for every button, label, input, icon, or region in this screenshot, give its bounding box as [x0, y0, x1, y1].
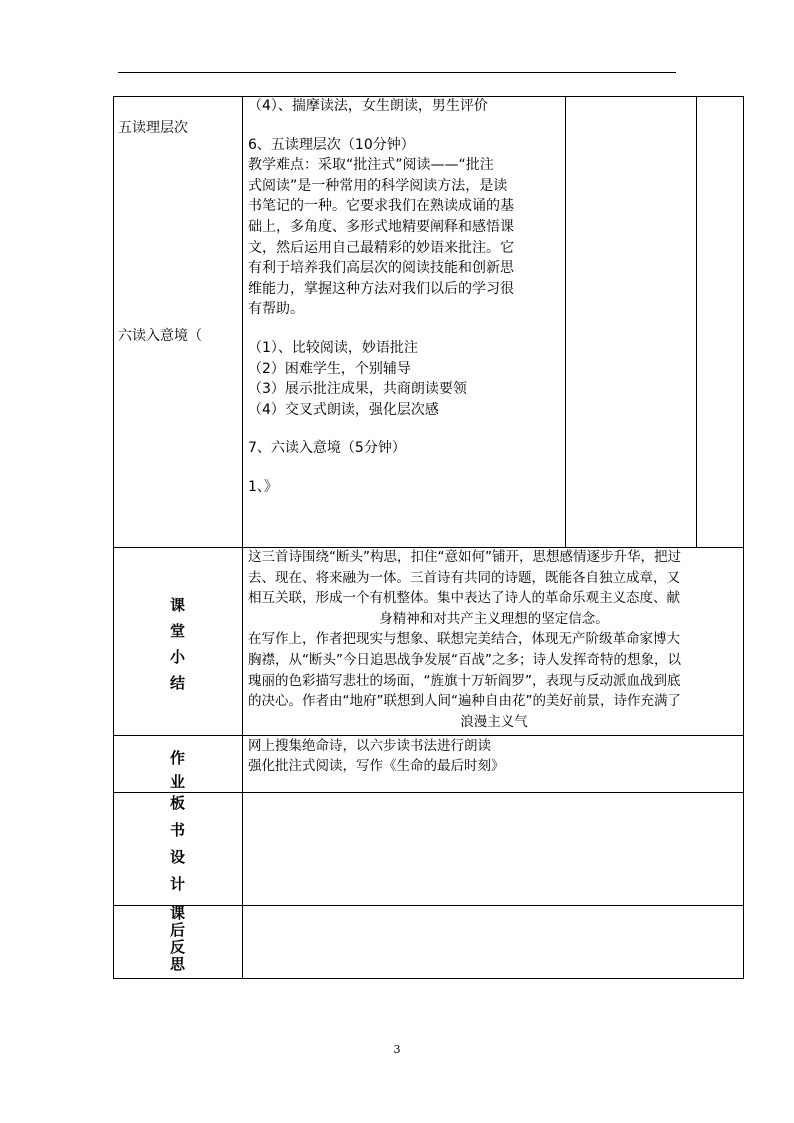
reflection-label-char: 后: [169, 921, 185, 939]
reflection-label: [113, 905, 242, 973]
content-line: [248, 320, 564, 338]
homework-line: 强化批注式阅读，写作《生命的最后时刻》: [248, 758, 505, 774]
summary-line: 瑰丽的色彩描写悲壮的场面，“旌旗十万斩阎罗”，表现与反动派血战到底: [248, 672, 681, 689]
col-divider-4: [696, 96, 697, 547]
summary-line: 相互关联，形成一个有机整体。集中表达了诗人的革命乐观主义态度、献: [248, 590, 680, 607]
content-line: [248, 459, 564, 477]
col-divider-3: [565, 96, 566, 547]
row1-content: [248, 96, 564, 498]
content-line: [248, 420, 564, 438]
label-step-6: 六读入意境（: [118, 328, 202, 344]
content-line: 式阅读”是一种常用的科学阅读方法，是读: [248, 177, 508, 194]
content-line: 有帮助。: [248, 301, 304, 318]
summary-line: 身精神和对共产主义理想的坚定信念。: [379, 610, 609, 627]
reflection-label-char: 反: [169, 938, 185, 956]
content-line: 书笔记的一种。它要求我们在熟读成诵的基: [248, 198, 514, 215]
content-line: 1、》: [248, 478, 278, 495]
summary-line: 的决心。作者由“地府”联想到人间“遍种自由花”的美好前景，诗作充满了: [248, 693, 681, 710]
reflection-label-char: 课: [169, 904, 185, 922]
content-line: 6、五读理层次（10分钟）: [248, 136, 415, 153]
reflection-label-char: 思: [169, 955, 185, 973]
homework-line: 网上搜集绝命诗，以六步读书法进行朗读: [248, 738, 491, 754]
table-border-right: [743, 96, 744, 978]
content-line: 7、六读入意境（5分钟）: [248, 440, 406, 457]
board-label: [113, 790, 242, 898]
board-label-char: 设: [169, 848, 185, 866]
summary-line: 这三首诗围绕“断头”构思，扣住“意如何”铺开，思想感情逐步升华，把过: [248, 549, 681, 565]
board-label-char: 板: [169, 794, 185, 812]
summary-label-char: 小: [169, 648, 185, 666]
summary-label-char: 课: [169, 596, 185, 614]
header-rule: [118, 72, 676, 73]
board-label-char: 计: [169, 875, 185, 893]
content-line: 教学难点：采取“批注式”阅读——“批注: [248, 157, 494, 174]
table-border-bottom: [113, 978, 744, 979]
label-step-5: 五读理层次: [118, 120, 188, 136]
content-line: 有利于培养我们高层次的阅读技能和创新思: [248, 260, 514, 277]
summary-content: [248, 547, 740, 732]
content-line: [248, 117, 564, 135]
content-line: （1）、比较阅读，妙语批注: [248, 339, 418, 356]
board-label-char: 书: [169, 821, 185, 839]
homework-label: [113, 746, 242, 794]
summary-label-char: 结: [169, 674, 185, 692]
content-line: 文，然后运用自己最精彩的妙语来批注。它: [248, 239, 514, 256]
content-line: 维能力，掌握这种方法对我们以后的学习很: [248, 280, 514, 297]
col-divider-label: [242, 96, 243, 978]
summary-line: 去、现在、将来融为一体。三首诗有共同的诗题，既能各自独立成章，又: [248, 569, 680, 586]
summary-label: [113, 592, 242, 696]
content-line: （4）交叉式朗读，强化层次感: [248, 401, 439, 418]
content-line: 础上，多角度、多形式地精要阐释和感悟课: [248, 218, 514, 235]
content-line: （2）困难学生，个别辅导: [248, 360, 411, 377]
homework-content: [248, 736, 740, 776]
summary-line: 在写作上，作者把现实与想象、联想完美结合，体现无产阶级革命家博大: [248, 631, 680, 648]
summary-line: 浪漫主义气: [460, 713, 528, 730]
content-line: （3）展示批注成果，共商朗读要领: [248, 381, 467, 398]
homework-label-char: 作: [169, 749, 185, 767]
page-number: 3: [393, 1043, 401, 1056]
homework-label-char: 业: [169, 773, 185, 791]
summary-line: 胸襟，从“断头”今日追思战争发展“百战”之多；诗人发挥奇特的想象，以: [248, 651, 681, 668]
content-line: （4）、揣摩读法，女生朗读，男生评价: [248, 98, 488, 114]
summary-label-char: 堂: [169, 622, 185, 640]
